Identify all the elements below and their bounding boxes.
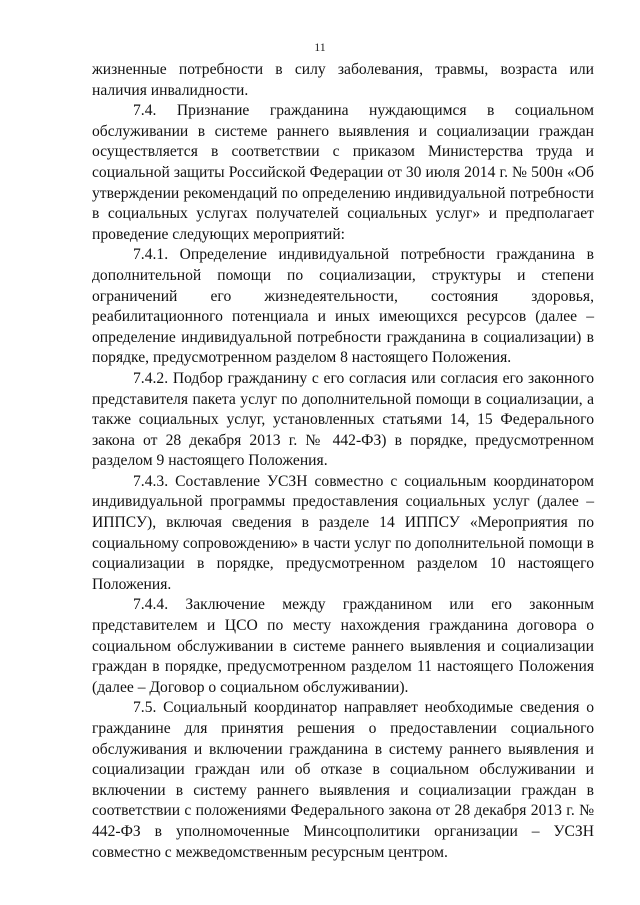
paragraph-continuation: жизненные потребности в силу заболевания, травмы, возраста или наличия инвалидности.: [92, 61, 594, 99]
paragraph-7-5: 7.5. Социальный координатор направляет необходимые сведения о гражданине для принятия решения о предоставлении социального обслуживания и включении гражданина в систему раннего выявления и социализации граждан или об отказе в социальном обслуживании и включении в систему раннего выявления и социализации граждан в соответствии с положениями Федерального закона от 28 декабря 2013 г. № 442-ФЗ в уполномоченные Минсоцполитики организации – УСЗН совместно с межведомственным ресурсным центром.: [92, 699, 594, 861]
paragraph-7-4-4: 7.4.4. Заключение между гражданином или его законным представителем и ЦСО по месту нахождения гражданина договора о социальном обслуживании в системе раннего выявления и социализации граждан в порядке, предусмотренном разделом 11 настоящего Положения (далее – Договор о социальном обслуживании).: [92, 596, 594, 696]
paragraph-7-4-2: 7.4.2. Подбор гражданину с его согласия или согласия его законного представителя пакета услуг по дополнительной помощи в социализации, а также социальных услуг, установленных статьями 14, 15 Федерального закона от 28 декабря 2013 г. № 442-ФЗ) в порядке, предусмотренном разделом 9 настоящего Положения.: [92, 369, 594, 470]
paragraph-7-4: 7.4. Признание гражданина нуждающимся в социальном обслуживании в системе раннего выявления и социализации граждан осуществляется в соответствии с приказом Министерства труда и социальной защиты Российской Федерации от 30 июля 2014 г. № 500н «Об утверждении рекомендаций по определению индивидуальной потребности в социальных услугах получателей социальных услуг» и предполагает проведение следующих мероприятий:: [92, 102, 594, 243]
paragraph-7-4-3: 7.4.3. Составление УСЗН совместно с социальным координатором индивидуальной программы предоставления социальных услуг (далее – ИППСУ), включая сведения в разделе 14 ИППСУ «Мероприятия по социальному сопровождению» в части услуг по дополнительной помощи в социализации в порядке, предусмотренном разделом 10 настоящего Положения.: [92, 472, 594, 593]
paragraph-7-4-1: 7.4.1. Определение индивидуальной потребности гражданина в дополнительной помощи по социализации, структуры и степени ограничений его жизнедеятельности, состояния здоровья, реабилитационного потенциала и иных имеющихся ресурсов (далее – определение индивидуальной потребности гражданина в социализации) в порядке, предусмотренном разделом 8 настоящего Положения.: [92, 246, 594, 367]
document-body: [92, 60, 594, 863]
page-number: 11: [314, 40, 326, 54]
